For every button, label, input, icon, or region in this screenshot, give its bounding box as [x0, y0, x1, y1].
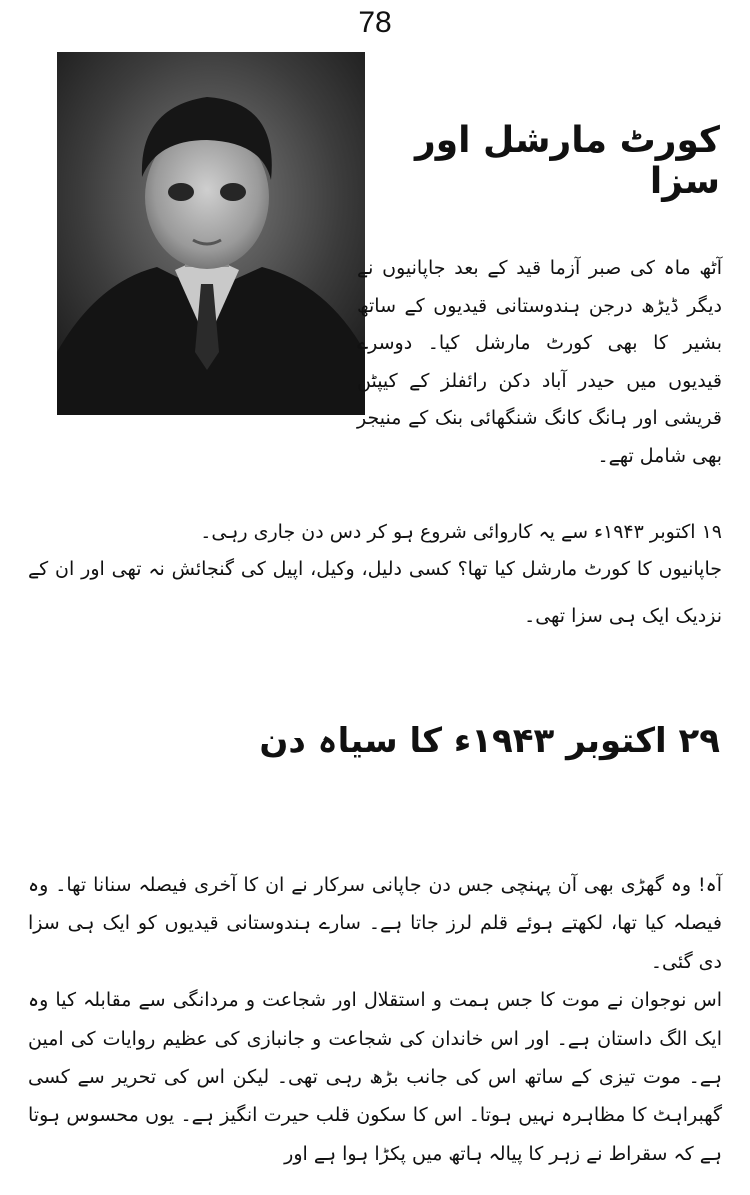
section-heading-court-martial: کورٹ مارشل اور سزا	[415, 120, 720, 202]
courage-paragraph: اس نوجوان نے موت کا جس ہمت و استقلال اور شجاعت و مردانگی سے مقابلہ کیا وہ ایک الگ داستان ہے۔ اور اس خاندان کی شجاعت و جانبازی کی عظیم روایات کی امین ہے۔ موت تیزی کے ساتھ اس کی جانب بڑھ رہی تھی۔ لیکن اس کی تحریر سے کسی گھبراہٹ کا مظاہرہ نہیں ہوتا۔ اس کا سکون قلب حیرت انگیز ہے۔ یوں محسوس ہوتا ہے کہ سقراط نے زہر کا پیالہ ہاتھ میں پکڑا ہوا ہے اور	[28, 989, 722, 1165]
verdict-paragraph: آہ! وہ گھڑی بھی آن پہنچی جس دن جاپانی سرکار نے ان کا آخری فیصلہ سنانا تھا۔ وہ فیصلہ کیا تھا، لکھتے ہوئے قلم لرز جاتا ہے۔ سارے ہندوستانی قیدیوں کو ایک ہی سزا دی گئی۔	[28, 874, 722, 973]
black-day-body	[28, 866, 722, 1173]
portrait-photo	[57, 52, 365, 415]
portrait-image	[57, 52, 365, 415]
page-number: 78	[358, 6, 392, 39]
section-heading-black-day: ۲۹ اکتوبر ۱۹۴۳ء کا سیاہ دن	[259, 721, 720, 761]
date-paragraph: ۱۹ اکتوبر ۱۹۴۳ء سے یہ کاروائی شروع ہو کر دس دن جاری رہی۔	[200, 521, 722, 543]
intro-paragraph: آٹھ ماہ کی صبر آزما قید کے بعد جاپانیوں نے دیگر ڈیڑھ درجن ہندوستانی قیدیوں کے ساتھ بشیر کا بھی کورٹ مارشل کیا۔ دوسرے قیدیوں میں حیدر آباد دکن رائفلز کے کیپٹن قریشی اور ہانگ کانگ شنگھائی بنک کے منیجر بھی شامل تھے۔	[357, 257, 722, 467]
court-martial-paragraph: جاپانیوں کا کورٹ مارشل کیا تھا؟ کسی دلیل، وکیل، اپیل کی گنجائش نہ تھی اور ان کے نزدیک ایک ہی سزا تھی۔	[28, 558, 722, 627]
